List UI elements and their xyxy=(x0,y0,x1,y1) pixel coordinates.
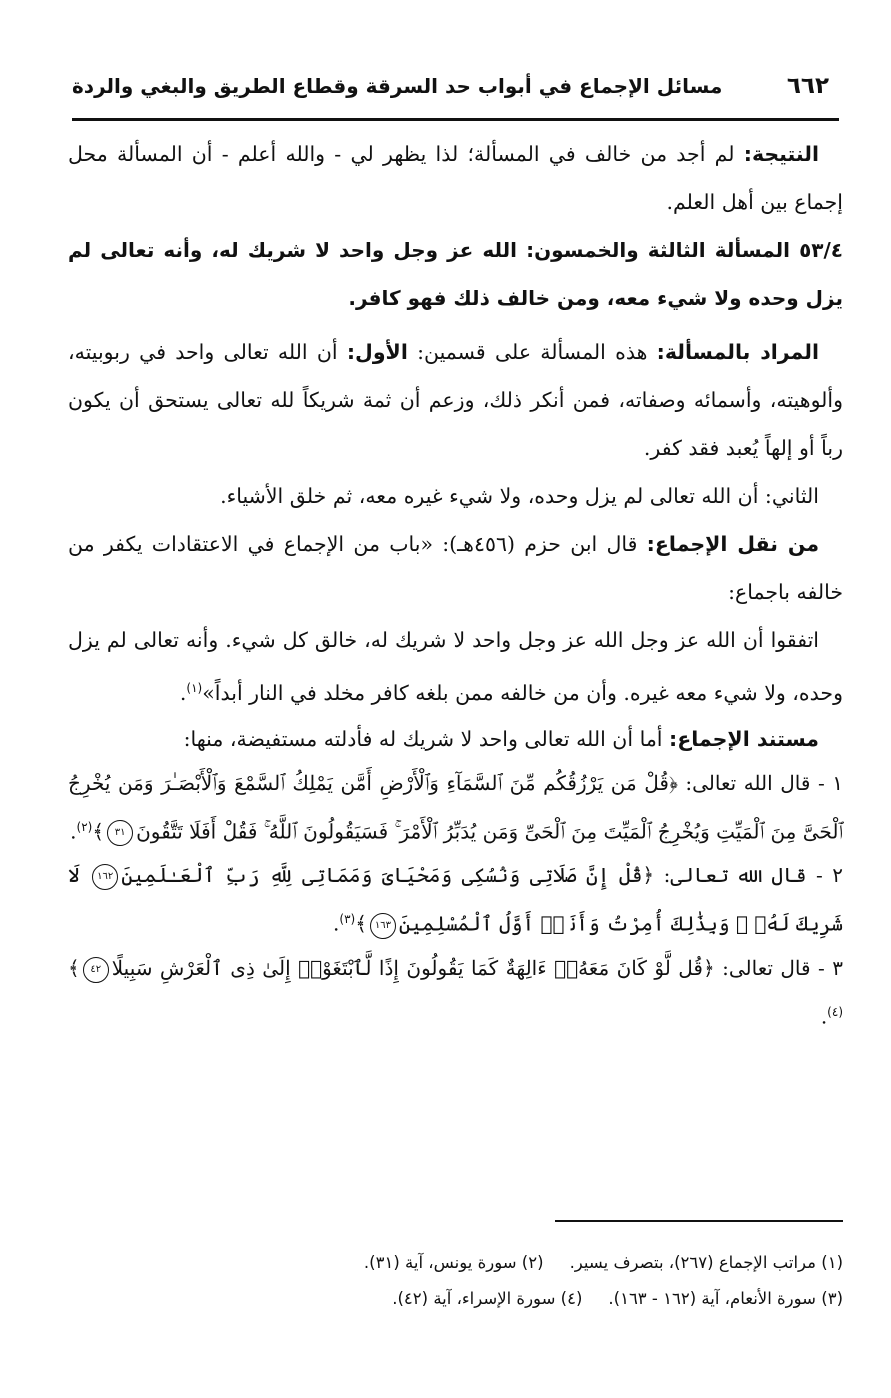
page-header xyxy=(72,62,829,110)
consensus-source-text: قال ابن حزم (٤٥٦هـ): «باب من الإجماع في الاعتقادات يكفر من خالفه باجماع: xyxy=(68,532,843,604)
consensus-source-label: من نقل الإجماع: xyxy=(646,532,820,556)
first-part-label: الأول: xyxy=(346,340,408,364)
footnote-row xyxy=(68,1281,843,1317)
result-paragraph xyxy=(68,130,843,226)
footnote-ref-2: (٢) xyxy=(76,819,93,834)
meaning-text-2: أن الله تعالى واحد في ربوبيته، وألوهيته، وأسمائه وصفاته، فمن أنكر ذلك، وزعم أن ثمة شريكاً لله تعالى يستحق أن يكون رباً أو إلهاً يُعبد فقد كفر. xyxy=(68,340,843,460)
basis-paragraph xyxy=(68,717,843,761)
verse-1-text: ﴿قُلْ مَن يَرْزُقُكُم مِّنَ ٱلسَّمَآءِ وَٱلْأَرْضِ أَمَّن يَمْلِكُ ٱلسَّمْعَ وَٱلْأَبْصَـٰرَ وَمَن يُخْرِجُ ٱلْحَىَّ مِنَ ٱلْمَيِّتِ وَيُخْرِجُ ٱلْمَيِّتَ مِنَ ٱلْحَىِّ وَمَن يُدَبِّرُ ٱلْأَمْرَ ۚ فَسَيَقُولُونَ ٱللَّهُ ۚ فَقُلْ أَفَلَا تَتَّقُونَ xyxy=(68,770,843,844)
verse-1-close: ﴾ xyxy=(92,819,105,844)
running-title: مسائل الإجماع في أبواب حد السرقة وقطاع الطريق والبغي والردة xyxy=(72,74,723,98)
verse-3: ٣ - قال تعالى: ﴿قُل لَّوْ كَانَ مَعَهُۥٓ ءَالِهَةٌ كَمَا يَقُولُونَ إِذًا لَّٱبْتَغَوْا۟ إِلَىٰ ذِى ٱلْعَرْشِ سَبِيلًا٤٢﴾$^{(٤)}$. xyxy=(68,956,843,1029)
basis-label: مستند الإجماع: xyxy=(669,726,819,751)
quote-paragraph: اتفقوا أن الله عز وجل الله عز وجل واحد لا شريك له، خالق كل شيء. وأنه تعالى لم يزل وحده، ولا شيء معه غيره. وأن من خالفه ممن بلغه كافر مخلد في النار أبداً»$^{(١)}$. xyxy=(68,628,843,705)
issue-heading xyxy=(68,226,843,322)
quote-text: اتفقوا أن الله عز وجل الله عز وجل واحد لا شريك له، خالق كل شيء. وأنه تعالى لم يزل وحده، ولا شيء معه غيره. وأن من خالفه ممن بلغه كافر مخلد في النار أبداً» xyxy=(68,628,843,705)
ayah-marker-icon: ١٦٣ xyxy=(370,913,396,939)
footnote-rule xyxy=(555,1220,843,1222)
meaning-paragraph xyxy=(68,328,843,472)
ayah-marker-icon: ١٦٢ xyxy=(92,864,118,890)
issue-label: المسألة الثالثة والخمسون: xyxy=(526,238,790,262)
verse-2-close: ﴾ xyxy=(355,912,367,937)
verse-1: ١ - قال الله تعالى: ﴿قُلْ مَن يَرْزُقُكُم مِّنَ ٱلسَّمَآءِ وَٱلْأَرْضِ أَمَّن يَمْلِكُ ٱلسَّمْعَ وَٱلْأَبْصَـٰرَ وَمَن يُخْرِجُ ٱلْحَىَّ مِنَ ٱلْمَيِّتِ وَيُخْرِجُ ٱلْمَيِّتَ مِنَ ٱلْحَىِّ وَمَن يُدَبِّرُ ٱلْأَمْرَ ۚ فَسَيَقُولُونَ ٱللَّهُ ۚ فَقُلْ أَفَلَا تَتَّقُونَ٣١﴾$^{(٢)}$. xyxy=(68,761,843,854)
footnote-1: (١) مراتب الإجماع (٢٦٧)، بتصرف يسير. xyxy=(569,1253,843,1272)
footnote-4: (٤) سورة الإسراء، آية (٤٢). xyxy=(392,1289,583,1308)
consensus-source-paragraph xyxy=(68,520,843,616)
verse-3-close: ﴾ xyxy=(68,956,80,981)
result-text: لم أجد من خالف في المسألة؛ لذا يظهر لي - والله أعلم - أن المسألة محل إجماع بين أهل العلم. xyxy=(68,142,843,214)
result-label: النتيجة: xyxy=(743,142,819,166)
issue-number: ٥٣/٤ xyxy=(799,238,844,262)
footnote-row xyxy=(68,1245,843,1281)
verse-1-intro: ١ - قال الله تعالى: xyxy=(677,770,843,795)
header-rule xyxy=(72,118,839,121)
second-part-paragraph: الثاني: أن الله تعالى لم يزل وحده، ولا شيء غيره معه، ثم خلق الأشياء. xyxy=(220,484,819,508)
footnote-ref-1: (١) xyxy=(186,681,203,695)
verse-2-text: ﴿قُلْ إِنَّ صَلَاتِى وَنُسُكِى وَمَحْيَاىَ وَمَمَاتِى لِلَّهِ رَبِّ ٱلْعَـٰلَمِينَ xyxy=(121,863,655,888)
footnote-3: (٣) سورة الأنعام، آية (١٦٢ - ١٦٣). xyxy=(608,1289,843,1308)
verse-3-text: ﴿قُل لَّوْ كَانَ مَعَهُۥٓ ءَالِهَةٌ كَمَا يَقُولُونَ إِذًا لَّٱبْتَغَوْا۟ إِلَىٰ ذِى ٱلْعَرْشِ سَبِيلًا xyxy=(111,956,715,981)
meaning-label: المراد بالمسألة: xyxy=(656,340,819,364)
meaning-text-1: هذه المسألة على قسمين: xyxy=(407,340,657,364)
verse-2: ٢ - قال الله تعالى: ﴿قُلْ إِنَّ صَلَاتِى وَنُسُكِى وَمَحْيَاىَ وَمَمَاتِى لِلَّهِ رَبِّ ٱلْعَـٰلَمِينَ١٦٢ لَا شَرِيكَ لَهُۥ ۖ وَبِذَٰلِكَ أُمِرْتُ وَأَنَا۠ أَوَّلُ ٱلْمُسْلِمِينَ١٦٣﴾$^{(٣)}$. xyxy=(68,853,843,946)
footnote-ref-3: (٣) xyxy=(339,912,356,927)
basis-text: أما أن الله تعالى واحد لا شريك له فأدلته مستفيضة، منها: xyxy=(183,726,670,751)
verse-2-intro: ٢ - قال الله تعالى: xyxy=(654,863,844,888)
footnote-ref-4: (٤) xyxy=(827,1005,843,1020)
verse-3-intro: ٣ - قال تعالى: xyxy=(714,956,843,981)
ayah-marker-icon: ٣١ xyxy=(107,820,133,846)
page-number: ٦٦٢ xyxy=(786,73,829,99)
main-text xyxy=(68,130,843,1039)
ayah-marker-icon: ٤٢ xyxy=(83,957,109,983)
issue-text: الله عز وجل واحد لا شريك له، وأنه تعالى لم يزل وحده ولا شيء معه، ومن خالف ذلك فهو كافر. xyxy=(68,238,843,310)
footnote-2: (٢) سورة يونس، آية (٣١). xyxy=(363,1253,544,1272)
footnotes xyxy=(68,1245,843,1317)
verse-2-text-2: لَا شَرِيكَ لَهُۥ ۖ وَبِذَٰلِكَ أُمِرْتُ وَأَنَا۠ أَوَّلُ ٱلْمُسْلِمِينَ xyxy=(68,863,843,937)
